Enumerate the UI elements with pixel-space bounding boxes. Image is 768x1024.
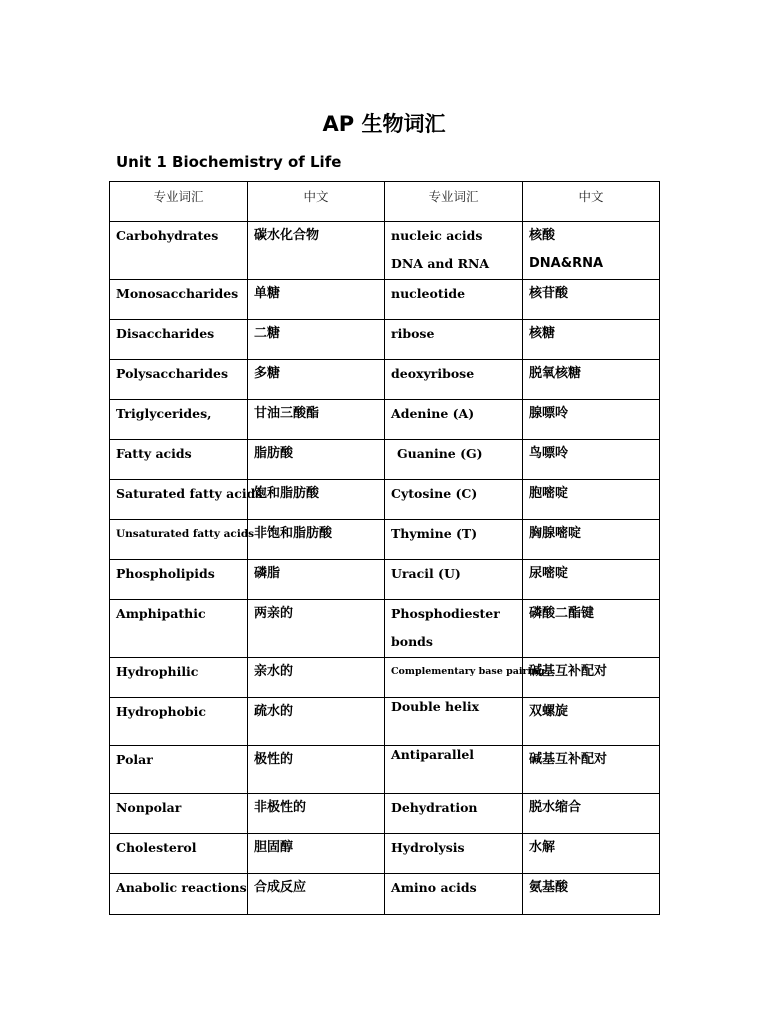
- table-row: [110, 320, 660, 360]
- cell-line: 碱基互补配对: [529, 752, 608, 767]
- term-chinese-1: [248, 698, 385, 746]
- term-chinese-1: [248, 560, 385, 600]
- term-english-1: [110, 520, 255, 560]
- term-chinese-2: [523, 400, 660, 440]
- term-english-1: [110, 280, 248, 320]
- term-chinese-1: [248, 520, 385, 560]
- term-english-1: [110, 794, 248, 834]
- cell-line: Uracil (U): [391, 566, 461, 581]
- cell-line: 两亲的: [254, 606, 294, 621]
- unit-heading: Unit 1 Biochemistry of Life: [116, 153, 342, 171]
- cell-line: 核糖: [529, 326, 556, 341]
- term-english-1: [110, 698, 248, 746]
- table-row: [110, 600, 660, 658]
- table-row: [110, 698, 660, 746]
- table-row: [110, 280, 660, 320]
- cell-line: 脂肪酸: [254, 446, 294, 461]
- cell-line: DNA and RNA: [391, 256, 490, 271]
- term-chinese-2: [523, 698, 660, 746]
- term-english-2: [385, 480, 523, 520]
- cell-line: 磷酸二酯键: [529, 606, 595, 621]
- cell-line: 核酸: [529, 228, 556, 243]
- vocabulary-table: [109, 181, 660, 915]
- cell-line: Thymine (T): [391, 526, 478, 541]
- term-english-1: [110, 560, 248, 600]
- cell-line: Hydrophobic: [116, 704, 207, 719]
- cell-line: 双螺旋: [529, 704, 569, 719]
- table-row: [110, 834, 660, 874]
- cell-line: Guanine (G): [397, 446, 483, 461]
- term-chinese-2: [523, 834, 660, 874]
- term-english-1: [110, 658, 248, 698]
- term-english-1: [110, 360, 248, 400]
- cell-line: Amphipathic: [116, 606, 206, 621]
- cell-line: 合成反应: [254, 880, 307, 895]
- cell-line: 碱基互补配对: [529, 664, 608, 679]
- cell-line: 脱水缩合: [529, 800, 582, 815]
- cell-line: Nonpolar: [116, 800, 182, 815]
- term-english-1: [110, 480, 263, 520]
- cell-line: Double helix: [391, 699, 480, 714]
- cell-line: Amino acids: [391, 880, 477, 895]
- term-chinese-2: [523, 746, 660, 794]
- cell-line: Hydrophilic: [116, 664, 199, 679]
- cell-line: Carbohydrates: [116, 228, 219, 243]
- term-chinese-2: [523, 480, 660, 520]
- cell-line: Dehydration: [391, 800, 478, 815]
- cell-line: Monosaccharides: [116, 286, 239, 301]
- term-chinese-2: [523, 360, 660, 400]
- term-chinese-1: [248, 794, 385, 834]
- table-row: [110, 520, 660, 560]
- term-chinese-1: [248, 280, 385, 320]
- term-english-2: [385, 320, 523, 360]
- term-chinese-2: [523, 222, 660, 280]
- cell-line: 氨基酸: [529, 880, 569, 895]
- term-chinese-2: [523, 794, 660, 834]
- term-english-2: [385, 658, 545, 698]
- term-english-2: [385, 280, 523, 320]
- header-chinese-2: 中文: [523, 182, 660, 222]
- term-english-2: [385, 520, 523, 560]
- header-term-2: 专业词汇: [385, 182, 523, 222]
- cell-line: 多糖: [254, 366, 281, 381]
- cell-line: 饱和脂肪酸: [254, 486, 320, 501]
- cell-line: 疏水的: [254, 704, 294, 719]
- cell-line: 尿嘧啶: [529, 566, 569, 581]
- cell-line: 胸腺嘧啶: [529, 526, 582, 541]
- cell-line: 胆固醇: [254, 840, 294, 855]
- term-english-2: [385, 360, 523, 400]
- term-english-1: [110, 440, 248, 480]
- header-term-1: 专业词汇: [110, 182, 248, 222]
- cell-line: Anabolic reactions: [116, 880, 247, 895]
- cell-line: 二糖: [254, 326, 281, 341]
- term-chinese-2: [523, 440, 660, 480]
- page-title: AP 生物词汇: [322, 112, 446, 136]
- table-row: [110, 222, 660, 280]
- cell-line: 非饱和脂肪酸: [254, 526, 333, 541]
- cell-line: Antiparallel: [391, 747, 475, 762]
- cell-line: Adenine (A): [391, 406, 475, 421]
- term-chinese-1: [248, 400, 385, 440]
- term-english-1: [110, 874, 248, 915]
- cell-line: 磷脂: [254, 566, 281, 581]
- term-english-1: [110, 400, 248, 440]
- term-chinese-1: [248, 874, 385, 915]
- term-chinese-2: [523, 320, 660, 360]
- table-header-row: [110, 182, 660, 222]
- term-english-1: [110, 600, 248, 658]
- table-row: [110, 746, 660, 794]
- cell-line: 水解: [529, 840, 556, 855]
- table-row: [110, 480, 660, 520]
- cell-line: Complementary base pairing: [391, 666, 545, 677]
- term-chinese-1: [248, 480, 385, 520]
- cell-line: Fatty acids: [116, 446, 192, 461]
- term-chinese-1: [248, 600, 385, 658]
- term-chinese-1: [248, 222, 385, 280]
- term-chinese-1: [248, 320, 385, 360]
- cell-line: 脱氧核糖: [529, 366, 582, 381]
- cell-line: 碳水化合物: [254, 228, 320, 243]
- cell-line: Unsaturated fatty acids: [116, 528, 255, 540]
- cell-line: Cytosine (C): [391, 486, 478, 501]
- table-row: [110, 440, 660, 480]
- cell-line: 鸟嘌呤: [529, 446, 569, 461]
- cell-line: Phosphodiester: [391, 606, 500, 621]
- term-chinese-1: [248, 440, 385, 480]
- cell-line: Polar: [116, 752, 153, 767]
- term-chinese-1: [248, 746, 385, 794]
- cell-line: bonds: [391, 634, 433, 649]
- term-english-2: [385, 222, 523, 280]
- table-row: [110, 560, 660, 600]
- term-chinese-2: [523, 520, 660, 560]
- term-english-1: [110, 222, 248, 280]
- term-english-2: [385, 600, 523, 658]
- cell-line: 腺嘌呤: [529, 406, 569, 421]
- term-english-2: [385, 400, 523, 440]
- cell-line: 胞嘧啶: [529, 486, 569, 501]
- term-english-2: [385, 698, 523, 746]
- header-chinese-1: 中文: [248, 182, 385, 222]
- cell-line: Phospholipids: [116, 566, 215, 581]
- term-chinese-2: [523, 874, 660, 915]
- cell-line: 甘油三酸酯: [254, 406, 320, 421]
- cell-line: deoxyribose: [391, 366, 475, 381]
- term-english-2: [385, 746, 523, 794]
- table-row: [110, 874, 660, 915]
- cell-line: Disaccharides: [116, 326, 215, 341]
- term-english-2: [385, 440, 523, 480]
- cell-line: ribose: [391, 326, 435, 341]
- cell-line: 极性的: [254, 752, 294, 767]
- term-english-1: [110, 834, 248, 874]
- cell-line: Cholesterol: [116, 840, 197, 855]
- term-chinese-2: [523, 658, 660, 698]
- term-english-2: [385, 794, 523, 834]
- term-english-2: [385, 874, 523, 915]
- term-chinese-2: [523, 600, 660, 658]
- term-chinese-1: [248, 834, 385, 874]
- table-row: [110, 360, 660, 400]
- term-english-1: [110, 746, 248, 794]
- cell-line: Polysaccharides: [116, 366, 229, 381]
- vocabulary-table-body: [110, 222, 660, 915]
- term-chinese-1: [248, 360, 385, 400]
- cell-line: DNA&RNA: [529, 256, 604, 271]
- cell-line: Saturated fatty acids: [116, 486, 263, 501]
- cell-line: 非极性的: [254, 800, 307, 815]
- term-chinese-2: [523, 280, 660, 320]
- term-english-2: [385, 834, 523, 874]
- table-row: [110, 658, 660, 698]
- table-row: [110, 400, 660, 440]
- term-chinese-2: [523, 560, 660, 600]
- cell-line: Triglycerides,: [116, 406, 212, 421]
- table-row: [110, 794, 660, 834]
- cell-line: nucleic acids: [391, 228, 483, 243]
- cell-line: nucleotide: [391, 286, 466, 301]
- term-english-1: [110, 320, 248, 360]
- cell-line: 单糖: [254, 286, 281, 301]
- cell-line: Hydrolysis: [391, 840, 465, 855]
- cell-line: 亲水的: [254, 664, 294, 679]
- term-chinese-1: [248, 658, 385, 698]
- term-english-2: [385, 560, 523, 600]
- cell-line: 核苷酸: [529, 286, 569, 301]
